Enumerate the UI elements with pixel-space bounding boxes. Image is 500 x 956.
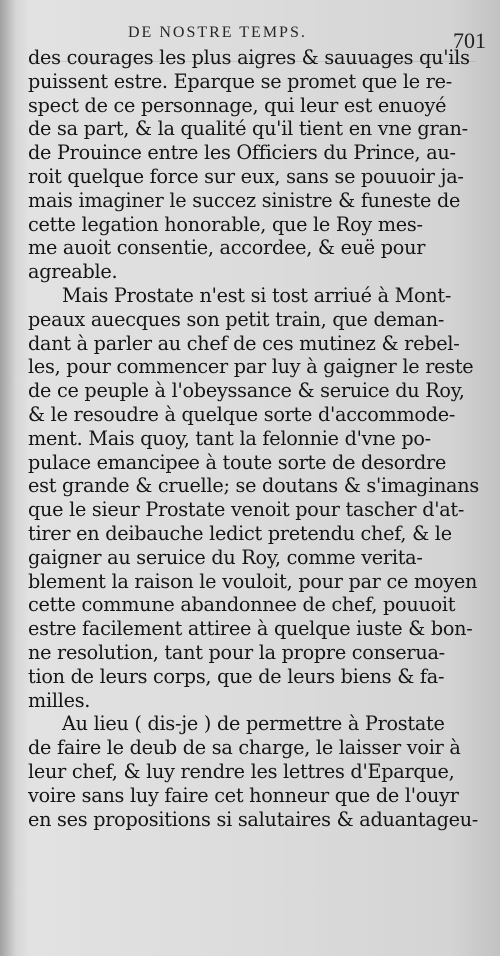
text-line: agreable. (28, 260, 118, 284)
text-line: roit quelque force sur eux, sans se pouuoir ja- (28, 164, 464, 188)
text-line: les, pour commencer par luy à gaigner le reste (28, 355, 474, 379)
text-line: estre facilement attiree à quelque iuste & bon- (28, 617, 473, 641)
text-line: me auoit consentie, accordee, & euë pour (28, 236, 426, 260)
paragraph-start-line: Mais Prostate n'est si tost arriué à Mont- (62, 283, 452, 307)
text-line: en ses propositions si salutaires & aduantageu- (28, 807, 479, 831)
text-line: ment. Mais quoy, tant la felonnie d'vne po- (28, 426, 431, 450)
text-line: est grande & cruelle; se doutans & s'imaginans (28, 474, 479, 498)
text-line: blement la raison le vouloit, pour par ce moyen (28, 569, 478, 593)
text-line: gaigner au seruice du Roy, comme verita- (28, 545, 423, 569)
text-line: cette commune abandonnee de chef, pouuoit (28, 593, 456, 617)
text-line: de Prouince entre les Officiers du Prince, au- (28, 141, 456, 165)
text-line: de faire le deub de sa charge, le laisser voir à (28, 736, 461, 760)
paragraph-start-line: Au lieu ( dis-je ) de permettre à Prostate (62, 712, 445, 736)
body-text (28, 46, 480, 831)
page-number: 701 (453, 28, 486, 53)
text-line: tirer en deibauche ledict pretendu chef, & le (28, 521, 452, 545)
binding-shadow (0, 0, 16, 956)
text-line: voire sans luy faire cet honneur que de l'ouyr (28, 783, 459, 807)
text-line: mais imaginer le succez sinistre & funeste de (28, 188, 461, 212)
text-line: pulace emancipee à toute sorte de desordre (28, 450, 447, 474)
text-line: de sa part, & la qualité qu'il tient en vne gran- (28, 117, 468, 141)
text-line: de ce peuple à l'obeyssance & seruice du Roy, (28, 379, 465, 403)
text-line: leur chef, & luy rendre les lettres d'Eparque, (28, 759, 455, 783)
text-line: tion de leurs corps, que de leurs biens & fa- (28, 664, 445, 688)
text-line: ne resolution, tant pour la propre conserua- (28, 640, 445, 664)
text-line: cette legation honorable, que le Roy mes- (28, 212, 423, 236)
text-line: peaux auecques son petit train, que deman- (28, 307, 445, 331)
text-line: milles. (28, 688, 91, 712)
text-line: que le sieur Prostate venoit pour tascher d'at- (28, 498, 465, 522)
running-title: DE NOSTRE TEMPS. (128, 24, 307, 41)
text-line: puissent estre. Eparque se promet que le re- (28, 69, 452, 93)
text-line: dant à parler au chef de ces mutinez & rebel- (28, 331, 460, 355)
text-line: spect de ce personnage, qui leur est enuoyé (28, 93, 447, 117)
text-line: des courages les plus aigres & sauuages qu'ils (28, 46, 470, 69)
text-line: & le resoudre à quelque sorte d'accommode- (28, 402, 456, 426)
